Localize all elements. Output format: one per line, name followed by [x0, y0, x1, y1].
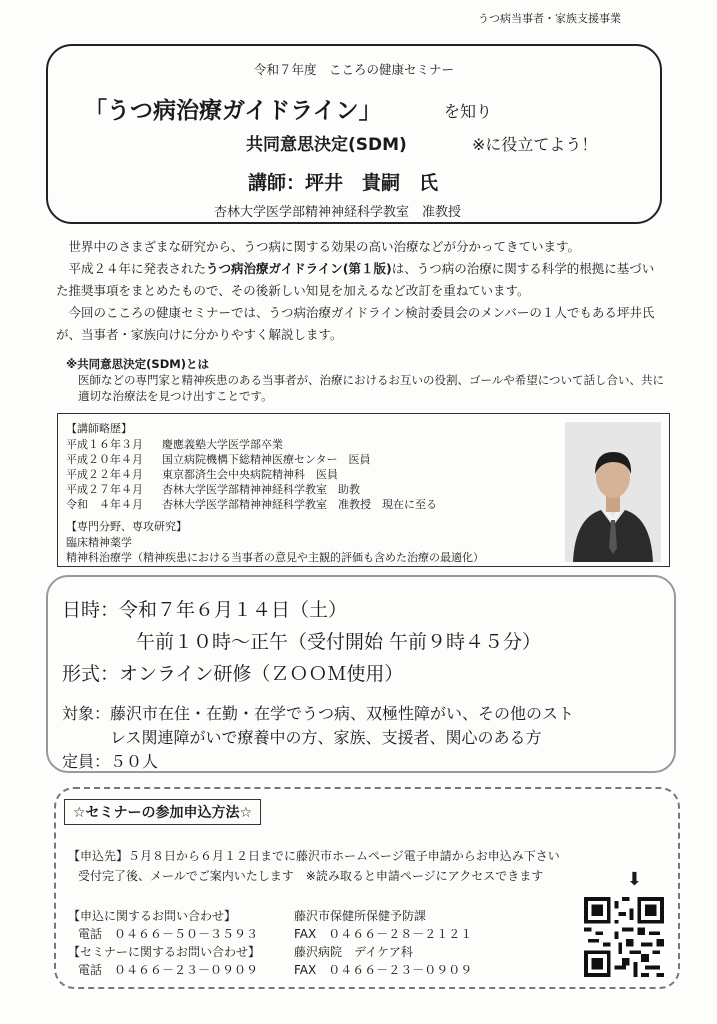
career-row: [66, 451, 371, 467]
apply-deadline: 【申込先】５月８日から６月１２日までに藤沢市ホームページ電子申請からお申込み下さい: [68, 849, 560, 863]
person-icon: [565, 422, 661, 562]
event-capacity: 定員：５０人: [62, 752, 159, 771]
apply-note: 受付完了後、メールでご案内いたします ※読み取ると申請ページにアクセスできます: [78, 869, 544, 883]
event-target-cont: レス関連障がいで療養中の方、家族、支援者、関心のある方: [110, 728, 542, 747]
event-info-box: [46, 575, 676, 773]
sdm-title: 共同意思決定(SDM): [246, 135, 407, 155]
sdm-note: [62, 356, 670, 404]
specialty-item: 臨床精神薬学: [66, 536, 132, 549]
qr-code-icon[interactable]: [584, 897, 664, 977]
main-title-suffix: を知り: [444, 102, 493, 121]
intro-paragraph-2: [56, 258, 666, 302]
program-name: うつ病当事者・家族支援事業: [478, 12, 621, 25]
main-title: 「うつ病治療ガイドライン」: [84, 98, 382, 124]
lecturer-name: 講師：坪井 貴嗣 氏: [248, 172, 439, 194]
profile-box: [57, 413, 670, 567]
career-year: 平成１６年３月: [66, 438, 143, 451]
career-desc: 東京都済生会中央病院精神科 医員: [162, 468, 338, 481]
apply-title: ☆セミナーの参加申込方法☆: [64, 799, 261, 825]
career-year: 平成２７年４月: [66, 483, 143, 496]
sdm-heading: ※共同意思決定(SDM)とは: [66, 357, 209, 371]
contact2-tel: 電話 ０４６６－２３－０９０９: [78, 963, 259, 977]
contact1-tel: 電話 ０４６６－５０－３５９３: [78, 927, 259, 941]
title-box: [46, 44, 662, 224]
contact1-org: 藤沢市保健所保健予防課: [294, 909, 427, 923]
sdm-body: 医師などの専門家と精神疾患のある当事者が、治療におけるお互いの役割、ゴールや希望について話し合い、共に適切な治療法を見つけ出すことです。: [78, 373, 665, 403]
career-year: 平成２２年４月: [66, 468, 143, 481]
contact1-fax: FAX ０４６６－２８－２１２１: [294, 927, 473, 941]
apply-box: [54, 787, 680, 989]
sdm-title-suffix: ※に役立てよう！: [472, 135, 598, 154]
lecturer-affiliation: 杏林大学医学部精神神経科学教室 准教授: [214, 205, 462, 220]
down-arrow-icon: ⬇: [626, 869, 642, 890]
career-desc: 慶應義塾大学医学部卒業: [162, 438, 283, 451]
qr-pattern: [584, 897, 664, 977]
intro-paragraph-1: 世界中のさまざまな研究から、うつ病に関する効果の高い治療などが分かってきています。: [68, 239, 581, 254]
career-heading: 【講師略歴】: [66, 422, 132, 435]
career-row: [66, 436, 283, 452]
event-format: 形式：オンライン研修（ＺＯＯＭ使用）: [62, 663, 404, 685]
lecturer-photo: [565, 422, 661, 562]
career-row: [66, 496, 437, 512]
intro-paragraph-3: 今回のこころの健康セミナーでは、うつ病治療ガイドライン検討委員会のメンバーの１人でもある坪井氏が、当事者・家族向けに分かりやすく解説します。: [56, 305, 655, 342]
contact2-org: 藤沢病院 デイケア科: [294, 945, 413, 959]
specialty-heading: 【専門分野、専攻研究】: [66, 520, 187, 533]
intro-p2-rest: は、うつ病の治療に関する科学的根拠に基づいた推奨事項をまとめたもので、その後新しい知見を加えるなど改訂を重ねています。: [56, 261, 655, 298]
contact2-label: 【セミナーに関するお問い合わせ】: [68, 945, 261, 959]
career-row: [66, 481, 360, 497]
career-year: 平成２０年４月: [66, 453, 143, 466]
specialty-item: 精神科治療学（精神疾患における当事者の意見や主観的評価も含めた治療の最適化）: [66, 551, 484, 564]
career-desc: 杏林大学医学部精神神経科学教室 助教: [162, 483, 360, 496]
contact1-label: 【申込に関するお問い合わせ】: [68, 909, 237, 923]
contact2-fax: FAX ０４６６－２３－０９０９: [294, 963, 473, 977]
event-time: 午前１０時～正午（受付開始 午前９時４５分）: [136, 631, 542, 653]
seminar-subtitle: 令和７年度 こころの健康セミナー: [253, 62, 454, 77]
event-date: 日時：令和７年６月１４日（土）: [62, 599, 348, 621]
career-desc: 杏林大学医学部精神神経科学教室 准教授 現在に至る: [162, 498, 437, 511]
intro-p2-lead: 平成２４年に発表された: [68, 261, 207, 276]
intro-text: [56, 236, 666, 346]
career-row: [66, 466, 338, 482]
career-year: 令和 ４年４月: [66, 498, 143, 511]
intro-p2-bold: うつ病治療ガイドライン(第１版): [206, 261, 392, 276]
event-target: 対象：藤沢市在住・在勤・在学でうつ病、双極性障がい、その他のスト: [62, 704, 575, 723]
career-desc: 国立病院機構下総精神医療センター 医員: [162, 453, 371, 466]
